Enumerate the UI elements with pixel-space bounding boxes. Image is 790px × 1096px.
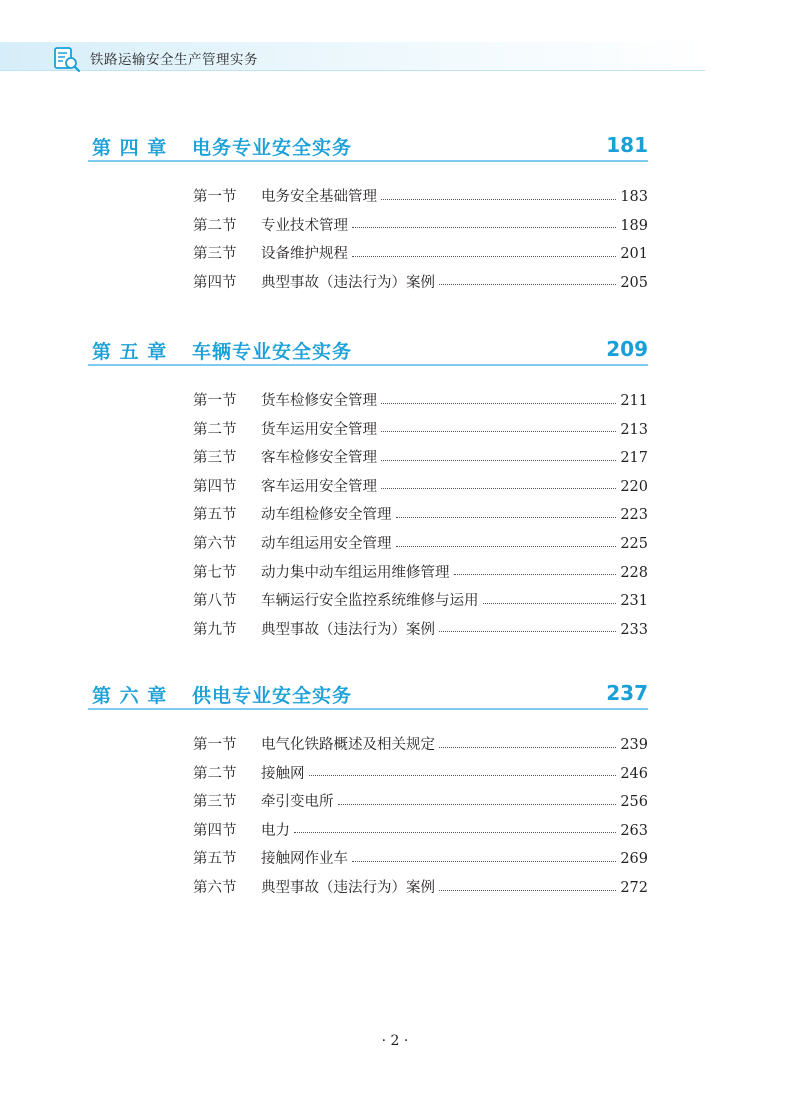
toc-entry[interactable] <box>193 503 648 525</box>
toc-entry[interactable] <box>193 389 648 411</box>
section-label: 第六节 <box>193 880 237 896</box>
section-label: 第二节 <box>193 421 237 438</box>
chapter-page: 181 <box>606 133 648 157</box>
page-number: · 2 · <box>381 1033 409 1049</box>
section-title: 典型事故（违法行为）案例 <box>261 621 435 638</box>
chapter-underline <box>88 160 648 162</box>
section-title: 货车检修安全管理 <box>261 393 377 409</box>
section-label: 第六节 <box>193 536 237 552</box>
toc-entry[interactable] <box>193 790 648 812</box>
section-label: 第二节 <box>193 217 237 234</box>
section-label: 第八节 <box>193 593 237 610</box>
toc-entry[interactable] <box>193 475 648 497</box>
section-page: 246 <box>620 765 648 782</box>
section-title: 货车运用安全管理 <box>261 421 377 438</box>
dot-leader <box>381 403 616 404</box>
header-rule <box>0 70 705 71</box>
running-header-title: 铁路运输安全生产管理实务 <box>90 52 258 68</box>
toc-entry[interactable] <box>193 418 648 440</box>
section-label: 第四节 <box>193 478 237 495</box>
dot-leader <box>381 199 616 200</box>
section-page: 220 <box>620 478 648 495</box>
section-label: 第五节 <box>193 507 237 524</box>
chapter-title: 电务专业安全实务 <box>192 137 353 159</box>
section-page: 211 <box>620 393 648 409</box>
toc-entry[interactable] <box>193 532 648 554</box>
section-page: 189 <box>620 217 648 234</box>
dot-leader <box>396 517 617 518</box>
dot-leader <box>338 804 617 805</box>
dot-leader <box>294 832 616 833</box>
dot-leader <box>396 546 617 547</box>
chapter-underline <box>88 364 648 366</box>
chapter-heading[interactable] <box>88 133 648 167</box>
dot-leader <box>381 460 616 461</box>
dot-leader <box>439 890 616 891</box>
section-page: 213 <box>620 421 648 438</box>
dot-leader <box>309 775 617 776</box>
section-page: 239 <box>620 737 648 753</box>
toc-entry[interactable] <box>193 214 648 236</box>
chapter-number: 第 四 章 <box>92 137 168 159</box>
dot-leader <box>381 488 616 489</box>
section-title: 车辆运行安全监控系统维修与运用 <box>261 593 479 610</box>
section-page: 233 <box>620 621 648 638</box>
book-magnifier-icon <box>52 44 82 74</box>
section-label: 第三节 <box>193 794 237 811</box>
section-title: 客车运用安全管理 <box>261 478 377 495</box>
section-label: 第七节 <box>193 564 237 581</box>
section-title: 电务安全基础管理 <box>261 189 377 205</box>
section-title: 客车检修安全管理 <box>261 450 377 467</box>
section-page: 223 <box>620 507 648 524</box>
section-label: 第三节 <box>193 450 237 467</box>
section-label: 第三节 <box>193 246 237 263</box>
chapter-page: 209 <box>606 337 648 361</box>
dot-leader <box>439 284 616 285</box>
section-page: 269 <box>620 851 648 868</box>
section-title: 接触网作业车 <box>261 851 348 868</box>
chapter-title: 供电专业安全实务 <box>192 685 353 707</box>
section-title: 设备维护规程 <box>261 246 348 263</box>
chapter-underline <box>88 708 648 710</box>
toc-entry[interactable] <box>193 185 648 207</box>
section-page: 272 <box>620 880 648 896</box>
toc-entry[interactable] <box>193 618 648 640</box>
dot-leader <box>439 631 616 632</box>
chapter-heading[interactable] <box>88 337 648 371</box>
toc-entry[interactable] <box>193 446 648 468</box>
toc-entry[interactable] <box>193 847 648 869</box>
section-title: 动车组检修安全管理 <box>261 507 392 524</box>
section-page: 183 <box>620 189 648 205</box>
section-title: 电力 <box>261 822 290 839</box>
section-label: 第五节 <box>193 851 237 868</box>
section-label: 第一节 <box>193 737 237 753</box>
dot-leader <box>381 431 616 432</box>
section-page: 256 <box>620 794 648 811</box>
dot-leader <box>483 603 617 604</box>
dot-leader <box>352 861 616 862</box>
toc-entry[interactable] <box>193 733 648 755</box>
toc-entry[interactable] <box>193 876 648 898</box>
chapter-page: 237 <box>606 681 648 705</box>
section-page: 225 <box>620 536 648 552</box>
section-page: 217 <box>620 450 648 467</box>
toc-entry[interactable] <box>193 819 648 841</box>
section-page: 205 <box>620 274 648 291</box>
section-page: 231 <box>620 593 648 610</box>
toc-entry[interactable] <box>193 762 648 784</box>
section-page: 263 <box>620 822 648 839</box>
section-title: 动车组运用安全管理 <box>261 536 392 552</box>
section-title: 专业技术管理 <box>261 217 348 234</box>
section-label: 第四节 <box>193 822 237 839</box>
dot-leader <box>439 747 616 748</box>
section-title: 电气化铁路概述及相关规定 <box>261 737 435 753</box>
toc-entry[interactable] <box>193 589 648 611</box>
section-title: 典型事故（违法行为）案例 <box>261 880 435 896</box>
section-page: 228 <box>620 564 648 581</box>
toc-entry[interactable] <box>193 561 648 583</box>
chapter-number: 第 六 章 <box>92 685 168 707</box>
section-title: 接触网 <box>261 765 305 782</box>
section-label: 第二节 <box>193 765 237 782</box>
section-label: 第四节 <box>193 274 237 291</box>
section-label: 第一节 <box>193 189 237 205</box>
section-title: 典型事故（违法行为）案例 <box>261 274 435 291</box>
section-title: 动力集中动车组运用维修管理 <box>261 564 450 581</box>
chapter-number: 第 五 章 <box>92 341 168 363</box>
dot-leader <box>352 256 616 257</box>
dot-leader <box>352 227 616 228</box>
dot-leader <box>454 574 617 575</box>
chapter-heading[interactable] <box>88 681 648 715</box>
section-label: 第一节 <box>193 393 237 409</box>
chapter-title: 车辆专业安全实务 <box>192 341 353 363</box>
toc-entry[interactable] <box>193 271 648 293</box>
section-label: 第九节 <box>193 621 237 638</box>
section-page: 201 <box>620 246 648 263</box>
section-title: 牵引变电所 <box>261 794 334 811</box>
toc-entry[interactable] <box>193 242 648 264</box>
